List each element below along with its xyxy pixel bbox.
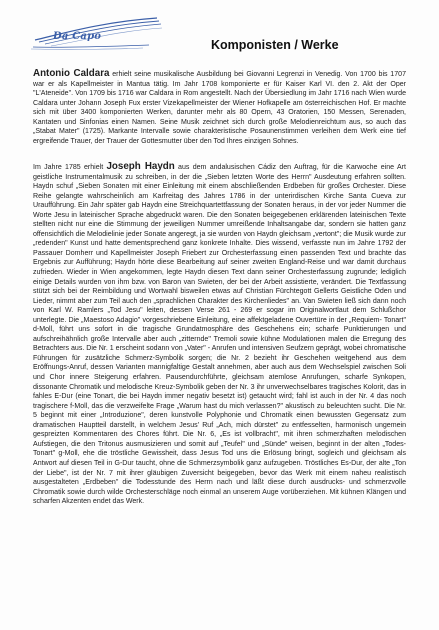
logo-text: Da Capo xyxy=(53,31,102,42)
page-title: Komponisten / Werke xyxy=(211,38,339,52)
page-header xyxy=(31,16,411,50)
composer-name-caldara: Antonio Caldara xyxy=(33,68,110,79)
haydn-paragraph xyxy=(33,162,406,507)
haydn-text: aus dem andalusischen Cádiz den Auftrag, für die Karwoche eine Art geistliche Instrumentalmusik zu schreiben, in der die „Sieben letzten Worte des Herrn" Ausdeutung erfahren sollten. Haydn schuf „Sieben Sonaten mit einer Einleitung mit einem abschließenden Erdbeben für großes Orchester. Diese Reihe gelangte wahrscheinlich am Karfreitag des Jahres 1786 in der unterirdischen Kirche Santa Cueva zur Uraufführung. Ein Jahr später gab Haydn eine Streichquartettfassung der Sonaten heraus, in der vor jeder Nummer die Worte Jesu in lateinischer Sprache abgedruckt waren. Die den Sonaten beigegebenen erklärenden lateinischen Texte stellten nicht nur eine die Stimmung der jeweiligen Nummer umreißende Inhaltsangabe dar, sondern sie hatten ganz offensichtlich die Melodielinie jeder Sonate angeregt, ja sie wurden von Haydn gleichsam „vertont"; die Musik wurde zur „redenden" Kunst und hatte dementsprechend ganz konkrete Inhalte. Dies wissend, verfasste nun im Jahre 1792 der Passauer Domherr und Kapellmeister Joseph Friebert zur Orchesterfassung einen passenden Text und brachte das Ergebnis zur Aufführung; Haydn hörte diese Bearbeitung auf seiner zweiten England-Reise und war damit durchaus zufrieden. Wieder in Wien angekommen, legte Haydn diesen Text dann seiner Orchesterfassung zugrunde; lediglich einige Details wurden von ihm bzw. von Baron van Swieten, der bei der Arbeit assistierte, verändert. Die Textfassung stützt sich bei der Reimbildung und Wortwahl bisweilen etwas auf Christian Fürchtegott Gellerts Geistliche Oden und Lieder, nimmt aber zum Teil auch den „sprachlichen Charakter des Kirchenliedes" an. Van Swieten ließ sich dann noch von Karl W. Ramlers „Tod Jesu" leiten, dessen Verse 261 - 269 er sogar im Originalwortlaut dem Schlußchor unterlegte. Die „Maestoso Adagio" vorgeschriebene Einleitung, eine affektgeladene Ouvertüre in der „Requiem- Tonart" d-Moll, führt uns sofort in die tragische Grundatmosphäre des Geschehens ein; scharfe Punktierungen und aufschreihähnlich große Intervalle aber auch „zitternde" Tremoli sowie kühne Modulationen malen die Erregung des Betrachters aus. Die Nr. 1 erscheint sodann von „Vater" - Anrufen und intensiven Seufzern geprägt, wobei chromatische Führungen für zusätzliche Schmerz-Symbolik sorgen; die Nr. 2 bezieht ihr Geschehen weitgehend aus dem Eröffnungs-Anruf, dessen Varianten mannigfaltige Gestalt annehmen, aber auch aus dem Wechselspiel zwischen Soli und Chor innere Steigerung erfahren. Pausendurchführte, gleichsam atemlose Anrufungen, scharfe Synkopen, dissonante Chromatik und melodische Kreuz-Symbolik geben der Nr. 3 ihr unverwechselbares tragisches Kolorit, das in fahles E-Dur (eine Tonart, die bei Haydn immer negativ besetzt ist) getaucht wird; fahl ist auch in der Nr. 4 das noch tragischere f-Moll, das die verzweifelte Frage „Warum hast du mich verlassen?" akustisch zu beleuchten sucht. Die Nr. 5 beginnt mit einer „Introduzione", deren kunstvolle Polyphonie und Chromatik einen bewussten Gegensatz zum dramatischen Hauptteil darstellt, in welchem Jesus' Ruf „Ach, mich dürstet" zu entfesselten, harmonisch ungemein gespreizten Kommentaren des Chores führt. Die Nr. 6, „Es ist vollbracht", mit ihren schmerzhaften melodischen Aufstiegen, die den Tritonus ausmusizieren und somit auf „Teufel" und „Sünde" weisen, beginnt in der alten „Todes-Tonart" g-Moll, ehe die tröstliche Gewissheit, dass Jesus Tod uns die Erlösung bringt, sogleich und gleichsam als Antwort auf diesen Teil in G-Dur taucht, ohne die Schmerzsymbolik ganz aufzugeben. Tröstliches Es-Dur, der alte „Ton der Liebe", ist der Nr. 7 mit ihrer gläubigen Zuversicht beigegeben, bevor das Werk mit einem naheu realistisch ausgestalteten „Erdbeben" die Todesstunde des Herrn nach und läßt diese durch ausdrucks- und schmerzvolle Chromatik sowie durch wilde Orchesterschläge noch einmal an unserem Auge vorüberziehen. Mit kühnen Klängen und scharfen Akzenten endet das Werk. xyxy=(33,164,406,506)
da-capo-logo xyxy=(31,16,163,50)
caldara-paragraph xyxy=(33,69,406,146)
composer-name-haydn: Joseph Haydn xyxy=(106,161,175,172)
haydn-intro: Im Jahre 1785 erhielt xyxy=(33,164,107,171)
caldara-text: erhielt seine musikalische Ausbildung bei Giovanni Legrenzi in Venedig. Von 1700 bis 1707 war er als Kapellmeister in Mantua tätig. Im Jahr 1708 komponierte er für Kaiser Karl VI. den 2. Akt der Oper "L'Ateneide". Von 1709 bis 1716 war Caldara in Rom angestellt. Nach der Übersiedlung im Jahr 1716 nach Wien wurde Caldara unter Johann Joseph Fux erster Vizekapellmeister der Wiener Hofkapelle am österreichischen Hof. Er machte sich mit über 3400 komponierten Werken, darunter mehr als 80 Opern, 43 Oratorien, 150 Messen, Serenaden, Kantaten und Sinfonias einen Namen. Seine Musik zeichnet sich durch große Melodienreichtum aus, so auch das „Stabat Mater" (1725). Markante Intervalle sowie charakteristische Posaunenstimmen verleihen dem Werk eine tief ergreifende Trauer, der Trauer der Gottesmutter über den Tod Ihres einzigen Sohnes. xyxy=(33,71,406,145)
